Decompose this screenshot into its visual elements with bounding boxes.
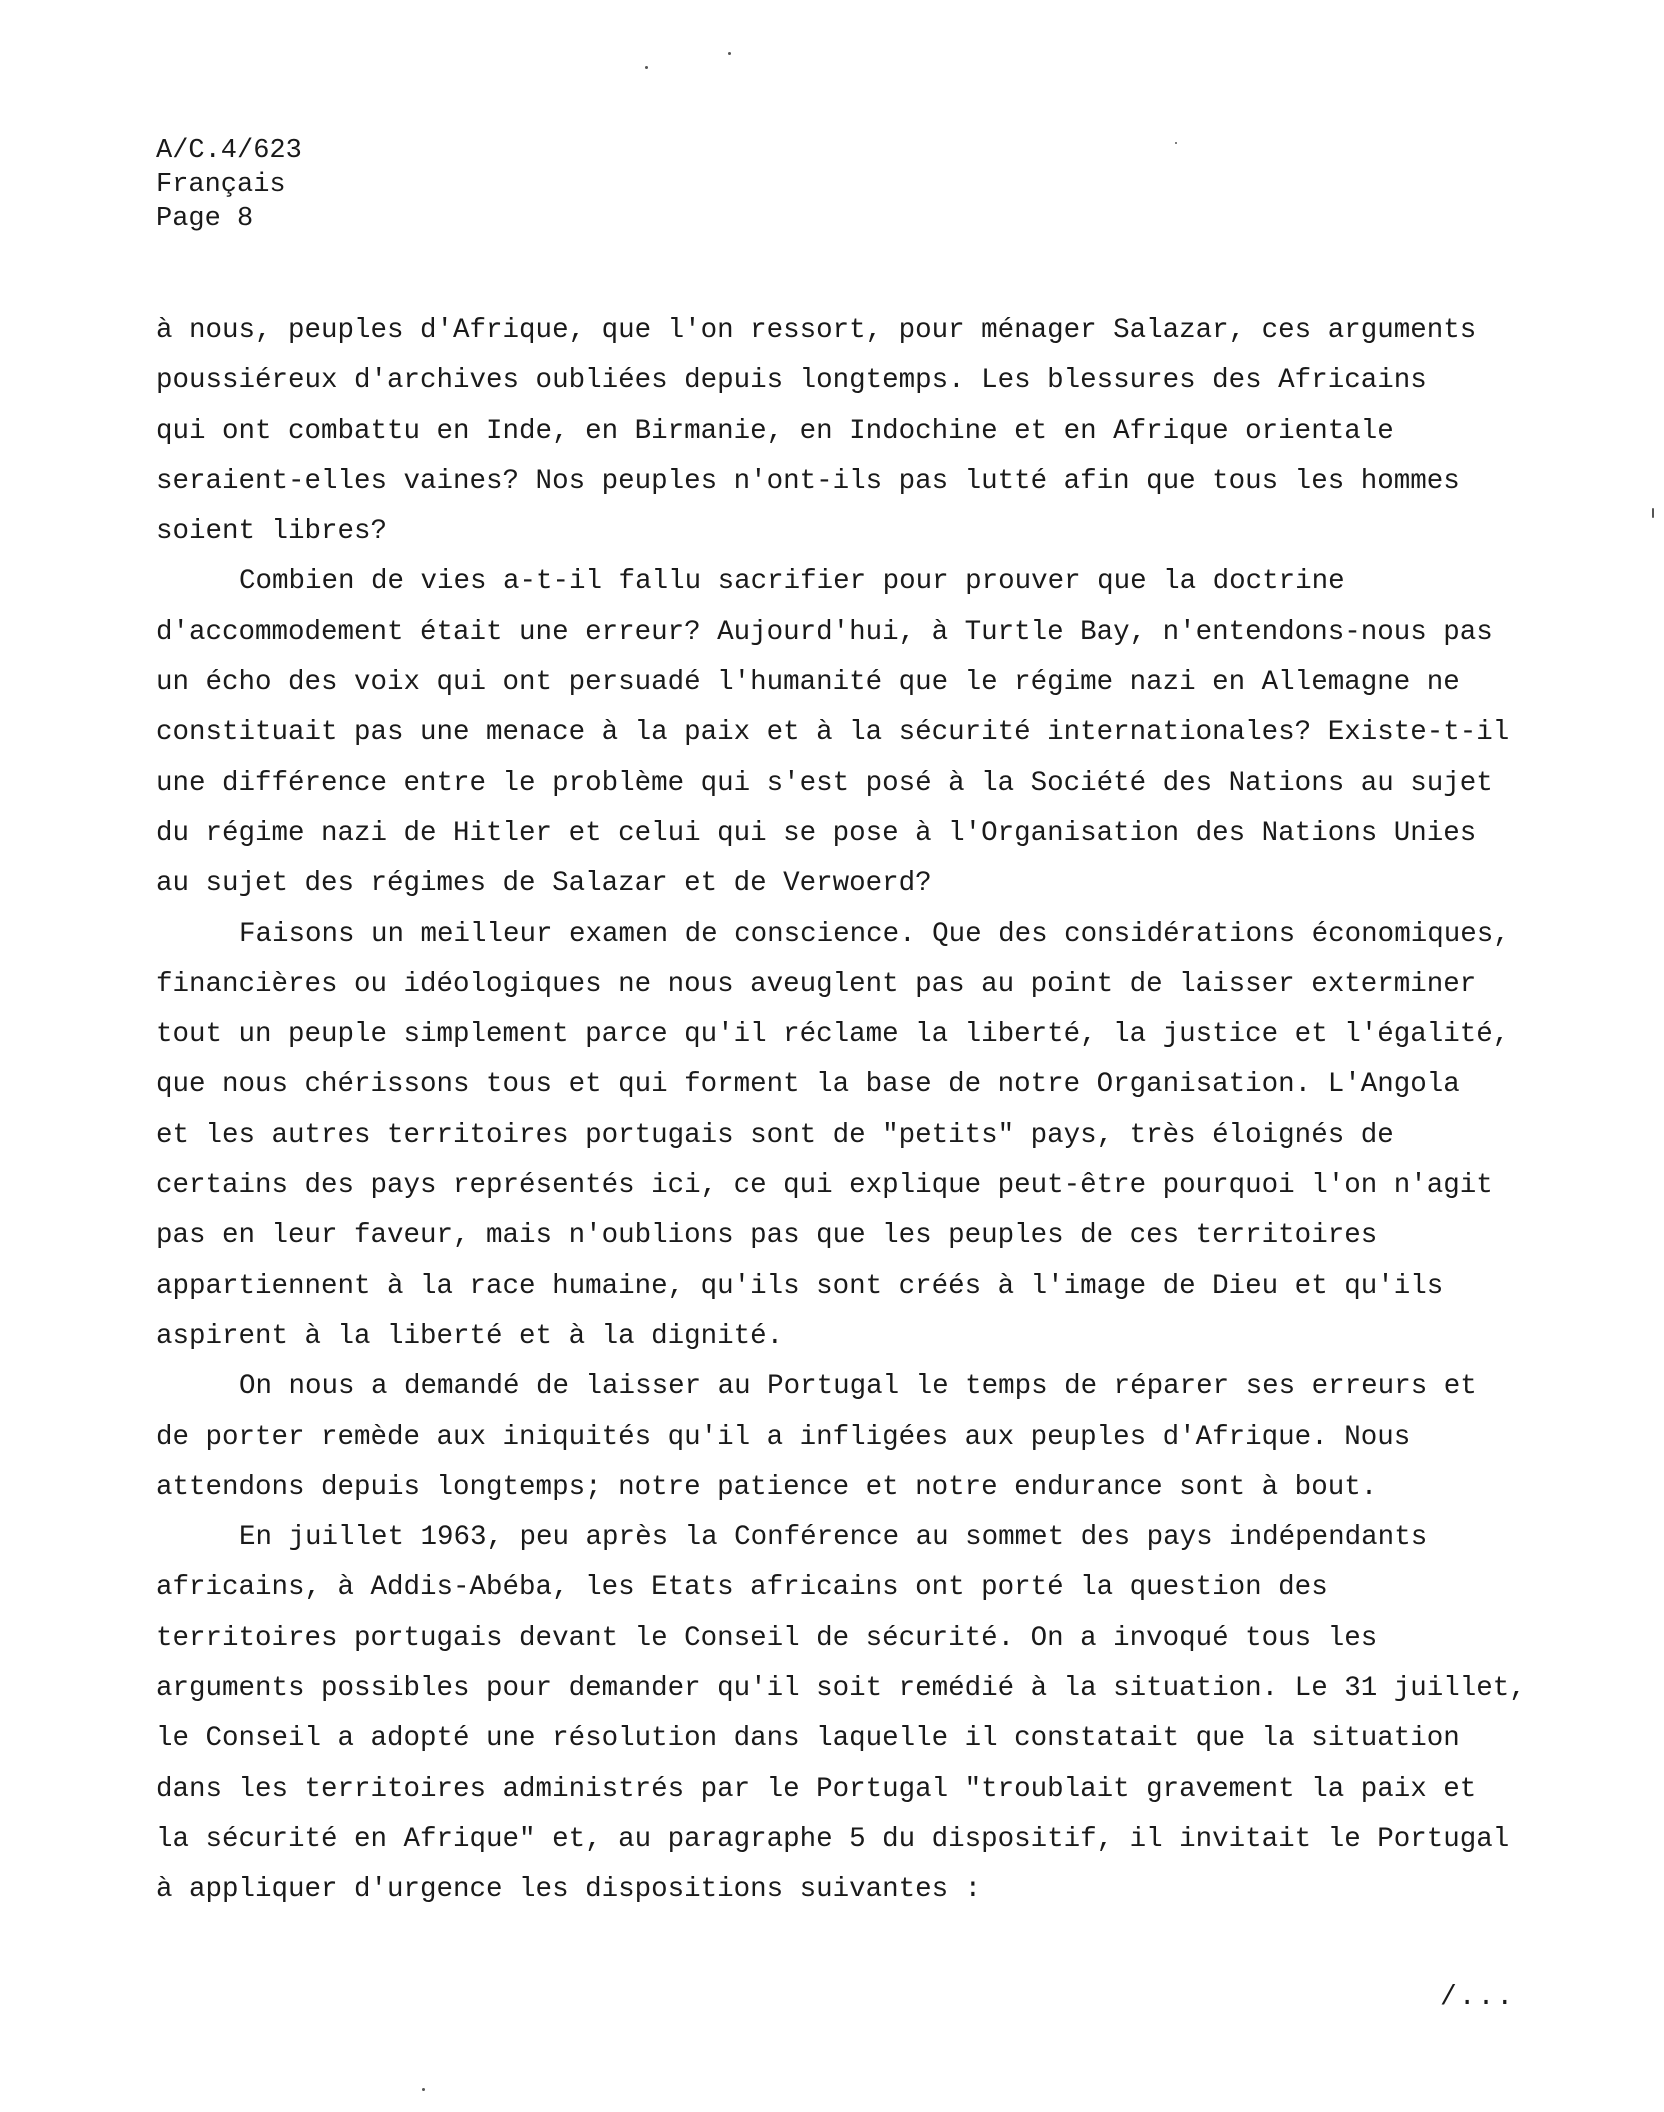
text-line: dans les territoires administrés par le Portugal "troublait gravement la paix et	[156, 1773, 1477, 1805]
text-line: à nous, peuples d'Afrique, que l'on ressort, pour ménager Salazar, ces arguments	[156, 315, 1477, 346]
text-line: et les autres territoires portugais sont de "petits" pays, très éloignés de	[156, 1119, 1394, 1151]
text-line: d'accommodement était une erreur? Aujourd'hui, à Turtle Bay, n'entendons-nous pas	[156, 616, 1493, 648]
paragraph-3	[156, 910, 1556, 1363]
paragraph-2	[156, 557, 1556, 909]
text-line: à appliquer d'urgence les dispositions suivantes :	[156, 1874, 982, 1906]
text-line: au sujet des régimes de Salazar et de Verwoerd?	[156, 868, 932, 900]
text-line: attendons depuis longtemps; notre patience et notre endurance sont à bout.	[156, 1471, 1378, 1503]
text-line: pas en leur faveur, mais n'oublions pas que les peuples de ces territoires	[156, 1220, 1378, 1252]
text-line: certains des pays représentés ici, ce qui explique peut-être pourquoi l'on n'agit	[156, 1170, 1493, 1202]
text-line: territoires portugais devant le Conseil de sécurité. On a invoqué tous les	[156, 1622, 1378, 1654]
document-language: Français	[156, 170, 286, 200]
text-line: financières ou idéologiques ne nous aveuglent pas au point de laisser exterminer	[156, 968, 1477, 1000]
page-number: Page 8	[156, 204, 254, 234]
scan-speck	[728, 52, 731, 55]
continuation-mark: /...	[1440, 1982, 1516, 2013]
text-line: arguments possibles pour demander qu'il soit remédié à la situation. Le 31 juillet,	[156, 1673, 1526, 1705]
paragraph-5	[156, 1513, 1556, 1915]
text-line: que nous chérissons tous et qui forment la base de notre Organisation. L'Angola	[156, 1069, 1460, 1101]
text-line: seraient-elles vaines? Nos peuples n'ont-ils pas lutté afin que tous les hommes	[156, 465, 1460, 497]
text-line: tout un peuple simplement parce qu'il réclame la liberté, la justice et l'égalité,	[156, 1019, 1510, 1051]
text-line: du régime nazi de Hitler et celui qui se pose à l'Organisation des Nations Unies	[156, 817, 1477, 849]
scan-speck	[422, 2088, 425, 2091]
text-line: En juillet 1963, peu après la Conférence au sommet des pays indépendants	[239, 1522, 1428, 1554]
text-line: poussiéreux d'archives oubliées depuis longtemps. Les blessures des Africains	[156, 365, 1427, 397]
text-line: Faisons un meilleur examen de conscience. Que des considérations économiques,	[239, 918, 1510, 950]
scan-speck	[1652, 508, 1654, 518]
paragraph-1	[156, 306, 1556, 557]
text-line: constituait pas une menace à la paix et à la sécurité internationales? Existe-t-il	[156, 717, 1510, 749]
text-line: de porter remède aux iniquités qu'il a infligées aux peuples d'Afrique. Nous	[156, 1421, 1411, 1453]
text-line: le Conseil a adopté une résolution dans laquelle il constatait que la situation	[156, 1723, 1460, 1755]
text-line: qui ont combattu en Inde, en Birmanie, en Indochine et en Afrique orientale	[156, 415, 1394, 447]
document-header	[156, 134, 302, 236]
document-body	[156, 306, 1556, 1916]
text-line: appartiennent à la race humaine, qu'ils sont créés à l'image de Dieu et qu'ils	[156, 1270, 1444, 1302]
document-symbol: A/C.4/623	[156, 136, 302, 166]
paragraph-4	[156, 1362, 1556, 1513]
text-line: la sécurité en Afrique" et, au paragraphe 5 du dispositif, il invitait le Portugal	[156, 1823, 1510, 1855]
text-line: Combien de vies a-t-il fallu sacrifier pour prouver que la doctrine	[239, 566, 1345, 598]
text-line: une différence entre le problème qui s'est posé à la Société des Nations au sujet	[156, 767, 1493, 799]
text-line: On nous a demandé de laisser au Portugal le temps de réparer ses erreurs et	[239, 1371, 1477, 1403]
scan-speck	[645, 66, 648, 69]
text-line: soient libres?	[156, 516, 388, 548]
text-line: un écho des voix qui ont persuadé l'humanité que le régime nazi en Allemagne ne	[156, 667, 1460, 699]
text-line: aspirent à la liberté et à la dignité.	[156, 1320, 784, 1352]
text-line: africains, à Addis-Abéba, les Etats africains ont porté la question des	[156, 1572, 1328, 1604]
scan-speck	[1175, 142, 1177, 144]
